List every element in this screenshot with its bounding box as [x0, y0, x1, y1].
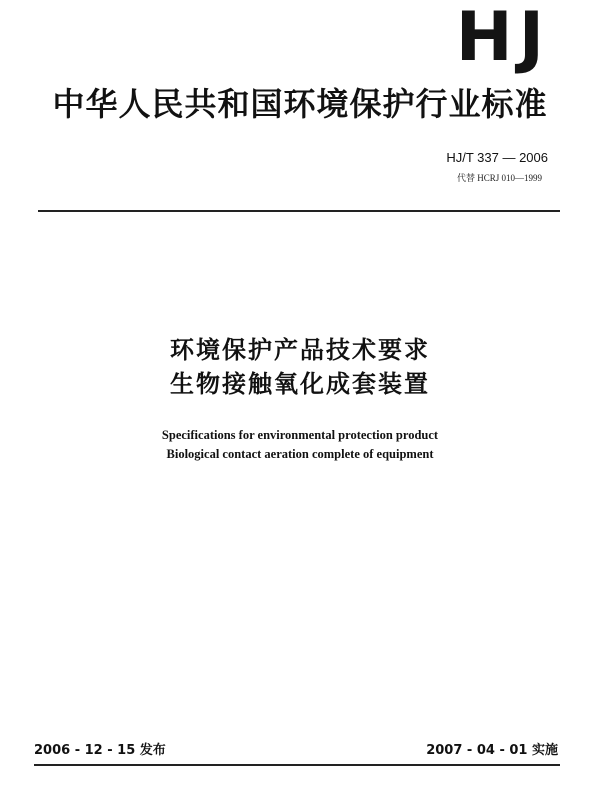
footer-divider [34, 764, 560, 766]
header-divider [38, 210, 560, 212]
issue-date: 2006 - 12 - 15 发布 [34, 743, 166, 758]
english-title-line-1: Specifications for environmental protection product [161, 428, 439, 442]
standard-number: HJ/T 337 — 2006 [446, 150, 548, 165]
chinese-title-line-1: 环境保护产品技术要求 [170, 336, 430, 364]
replaced-standard: 代替 HCRJ 010—1999 [456, 173, 542, 183]
chinese-title-line-2: 生物接触氧化成套装置 [170, 370, 430, 398]
english-title-line-2: Biological contact aeration complete of equipment [166, 447, 434, 461]
issuing-body-title: 中华人民共和国环境保护行业标准 [52, 85, 548, 123]
hj-logo: HJ [455, 0, 550, 77]
implementation-date: 2007 - 04 - 01 实施 [426, 743, 558, 758]
